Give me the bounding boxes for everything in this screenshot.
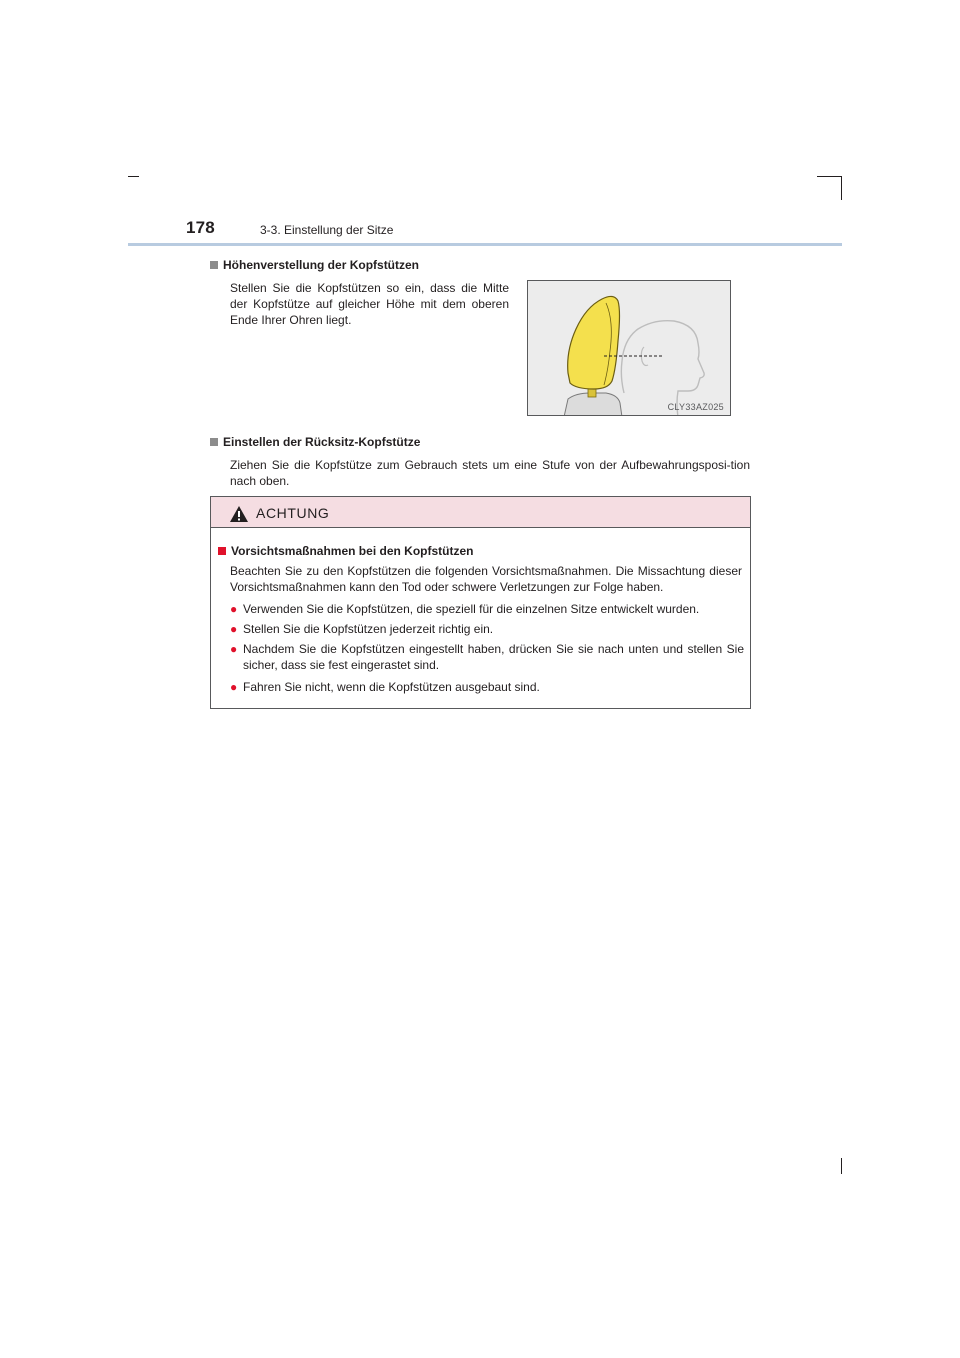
red-dot-icon: ● bbox=[230, 622, 238, 636]
red-dot-icon: ● bbox=[230, 642, 238, 656]
header-rule bbox=[128, 243, 842, 246]
crop-mark-bottom-right-v bbox=[841, 1158, 842, 1174]
square-bullet-icon bbox=[210, 438, 218, 446]
headrest-illustration bbox=[527, 280, 731, 416]
headrest-diagram-icon bbox=[528, 281, 731, 416]
section-title: 3-3. Einstellung der Sitze bbox=[260, 223, 394, 237]
crop-mark-top-right-v bbox=[841, 176, 842, 200]
warning-triangle-icon bbox=[229, 505, 249, 523]
red-dot-icon: ● bbox=[230, 680, 238, 694]
warning-box bbox=[210, 496, 751, 709]
warning-header bbox=[211, 497, 750, 528]
crop-mark-top-right-h bbox=[817, 176, 842, 177]
section-text-rear-headrest: Ziehen Sie die Kopfstütze zum Gebrauch stets um eine Stufe von der Aufbewahrungsposi-tion nach oben. bbox=[230, 458, 750, 488]
warning-bullet: ● Fahren Sie nicht, wenn die Kopfstützen ausgebaut sind. bbox=[230, 680, 540, 694]
warning-heading: Vorsichtsmaßnahmen bei den Kopfstützen bbox=[218, 544, 473, 559]
crop-mark-top-left-h bbox=[128, 176, 139, 177]
page-number: 178 bbox=[186, 218, 215, 237]
section-text-height-adjust: Stellen Sie die Kopfstützen so ein, dass die Mitte der Kopfstütze auf gleicher Höhe mit dem oberen Ende Ihrer Ohren liegt. bbox=[230, 281, 509, 327]
warning-bullet: ● Verwenden Sie die Kopfstützen, die speziell für die einzelnen Sitze entwickelt wurden. bbox=[230, 602, 700, 616]
section-heading-height-adjust: Höhenverstellung der Kopfstützen bbox=[210, 258, 419, 273]
red-dot-icon: ● bbox=[230, 602, 238, 616]
section-heading-rear-headrest: Einstellen der Rücksitz-Kopfstütze bbox=[210, 435, 420, 450]
figure-code: CLY33AZ025 bbox=[667, 402, 724, 412]
warning-bullet: ● Nachdem Sie die Kopfstützen eingestellt haben, drücken Sie sie nach unten und stellen Sie sicher, dass sie fest eingerastet sind. bbox=[230, 642, 744, 672]
red-square-bullet-icon bbox=[218, 547, 226, 555]
warning-bullet: ● Stellen Sie die Kopfstützen jederzeit richtig ein. bbox=[230, 622, 494, 636]
square-bullet-icon bbox=[210, 261, 218, 269]
warning-title: ACHTUNG bbox=[256, 505, 330, 521]
warning-intro: Beachten Sie zu den Kopfstützen die folgenden Vorsichtsmaßnahmen. Die Missachtung dieser Vorsichtsmaßnahmen kann den Tod oder schwere Verletzungen zur Folge haben. bbox=[230, 564, 742, 594]
